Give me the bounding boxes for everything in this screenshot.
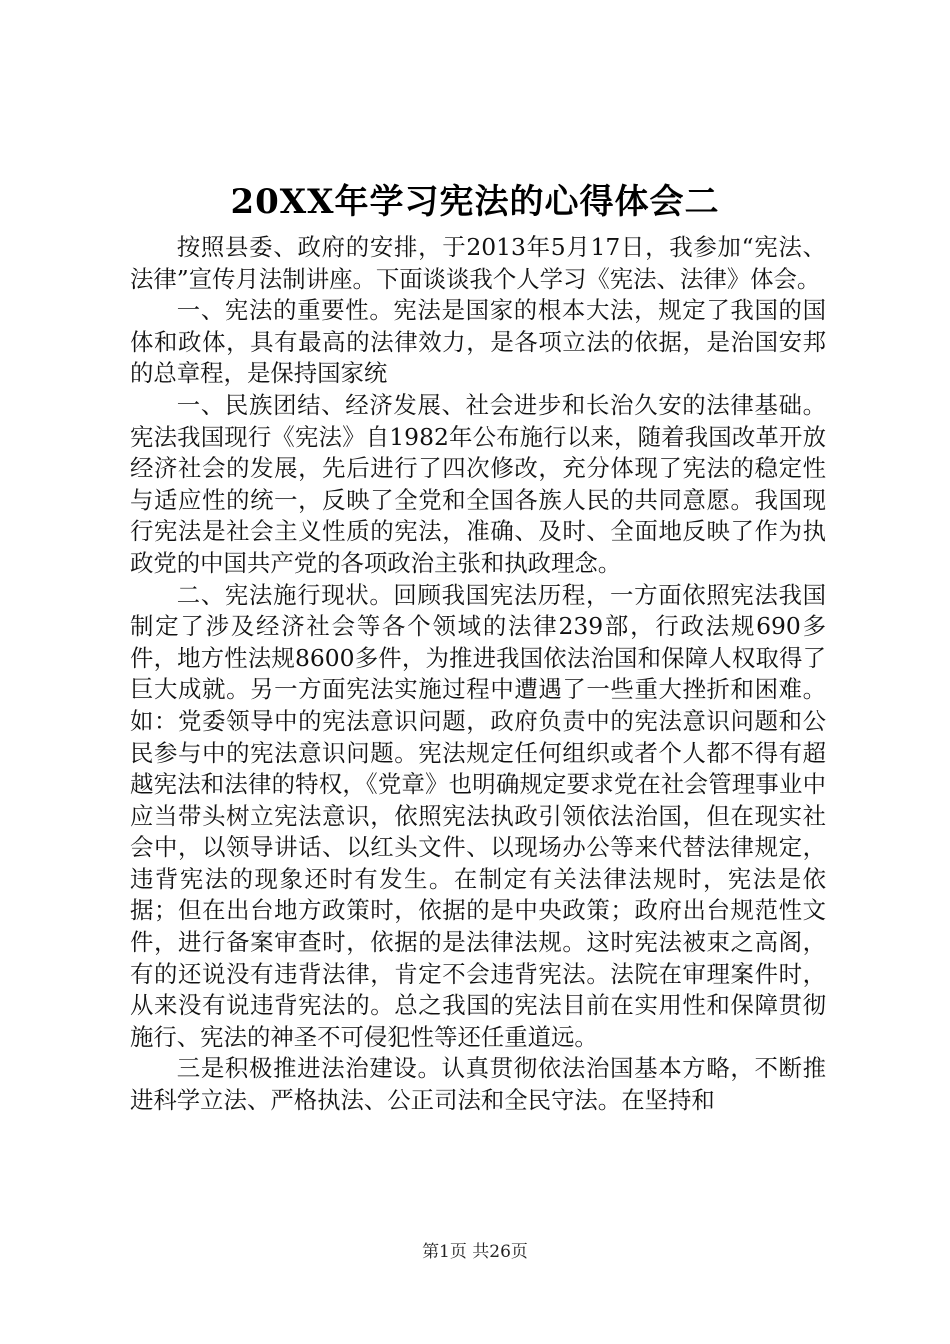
paragraph: 三是积极推进法治建设。认真贯彻依法治国基本方略，不断推进科学立法、严格执法、公正司法和全民守法。在坚持和	[130, 1054, 826, 1115]
paragraph: 二、宪法施行现状。回顾我国宪法历程，一方面依照宪法我国制定了涉及经济社会等各个领域的法律239部，行政法规690多件，地方性法规8600多件，为推进我国依法治国和保障人权取得了巨大成就。另一方面宪法实施过程中遭遇了一些重大挫折和困难。如：党委领导中的宪法意识问题，政府负责中的宪法意识问题和公民参与中的宪法意识问题。宪法规定任何组织或者个人都不得有超越宪法和法律的特权，《党章》也明确规定要求党在社会管理事业中应当带头树立宪法意识，依照宪法执政引领依法治国，但在现实社会中，以领导讲话、以红头文件、以现场办公等来代替法律规定，违背宪法的现象还时有发生。在制定有关法律法规时，宪法是依据；但在出台地方政策时，依据的是中央政策；政府出台规范性文件，进行备案审查时，依据的是法律法规。这时宪法被束之高阁，有的还说没有违背法律，肯定不会违背宪法。法院在审理案件时，从来没有说违背宪法的。总之我国的宪法目前在实用性和保障贯彻施行、宪法的神圣不可侵犯性等还任重道远。	[130, 580, 826, 1051]
document-title: 20XX年学习宪法的心得体会二	[230, 182, 720, 222]
paragraph: 一、宪法的重要性。宪法是国家的根本大法，规定了我国的国体和政体，具有最高的法律效力，是各项立法的依据，是治国安邦的总章程，是保持国家统	[130, 296, 826, 388]
document-body	[130, 232, 826, 1117]
paragraph: 一、民族团结、经济发展、社会进步和长治久安的法律基础。宪法我国现行《宪法》自1982年公布施行以来，随着我国改革开放经济社会的发展，先后进行了四次修改，充分体现了宪法的稳定性与适应性的统一，反映了全党和全国各族人民的共同意愿。我国现行宪法是社会主义性质的宪法，准确、及时、全面地反映了作为执政党的中国共产党的各项政治主张和执政理念。	[130, 390, 826, 577]
paragraph: 按照县委、政府的安排，于2013年5月17日，我参加“宪法、法律”宣传月法制讲座。下面谈谈我个人学习《宪法、法律》体会。	[130, 233, 826, 293]
page-number-footer: 第1页 共26页	[422, 1242, 528, 1262]
